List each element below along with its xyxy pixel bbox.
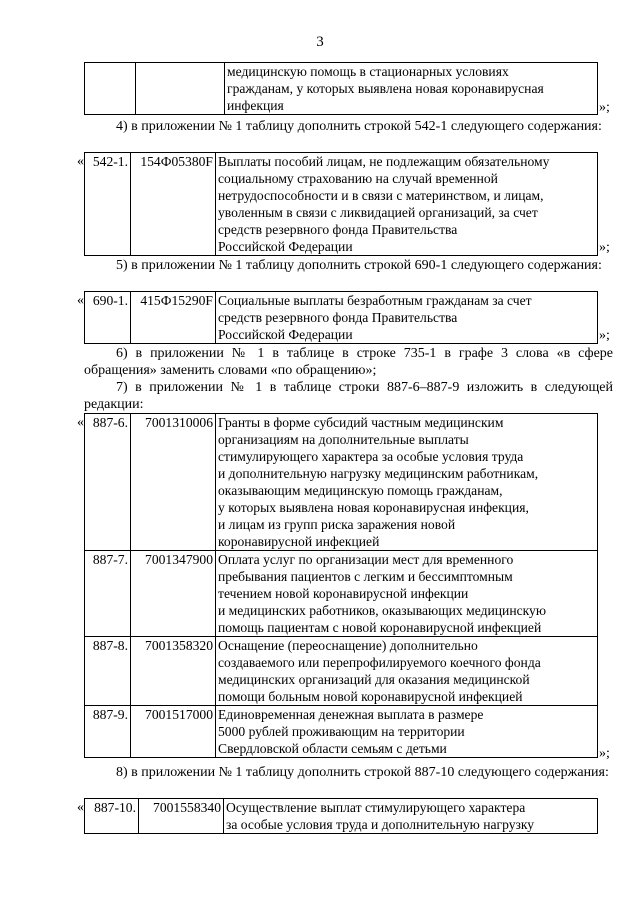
table-rows-887 — [84, 413, 598, 758]
row-kbk: 7001310006 — [131, 414, 216, 551]
row-code: 887-6. — [85, 414, 131, 551]
row-code: 690-1. — [85, 292, 131, 344]
desc-line: средств резервного фонда Правительства — [218, 310, 458, 325]
row-description — [216, 414, 598, 551]
row-code: 887-10. — [85, 799, 139, 834]
paragraph-4: 4) в приложении № 1 таблицу дополнить строкой 542-1 следующего содержания: — [116, 119, 602, 134]
closing-quote: »; — [599, 746, 610, 761]
row-code: 887-8. — [85, 637, 131, 706]
desc-line: Оснащение (переоснащение) дополнительно — [218, 638, 478, 653]
desc-line: медицинских организаций для оказания медицинской — [218, 672, 530, 687]
row-kbk: 7001358320 — [131, 637, 216, 706]
row-code: 887-7. — [85, 551, 131, 637]
opening-quote: « — [77, 800, 84, 815]
desc-line: Свердловской области семьям с детьми — [218, 741, 447, 756]
closing-quote: »; — [599, 240, 610, 255]
row-description — [216, 637, 598, 706]
paragraph-6: 6) в приложении № 1 в таблице в строке 735-1 в графе 3 слова «в сфере обращения» заменить словами «по обращению»; — [84, 346, 613, 378]
row-kbk: 7001347900 — [131, 551, 216, 637]
row-kbk: 415Ф15290F — [131, 292, 216, 344]
desc-line: Выплаты пособий лицам, не подлежащим обязательному — [218, 154, 550, 169]
paragraph-8: 8) в приложении № 1 таблицу дополнить строкой 887-10 следующего содержания: — [116, 765, 609, 780]
desc-line: гражданам, у которых выявлена новая коронавирусная — [227, 81, 544, 96]
cell-kbk — [136, 63, 225, 115]
desc-line: течением новой коронавирусной инфекции — [218, 586, 469, 601]
desc-line: и лицам из групп риска заражения новой — [218, 517, 456, 532]
row-description — [224, 799, 598, 834]
table-row — [85, 414, 598, 551]
desc-line: Единовременная денежная выплата в размере — [218, 707, 484, 722]
desc-line: медицинскую помощь в стационарных условиях — [227, 64, 509, 79]
paragraph-5: 5) в приложении № 1 таблицу дополнить строкой 690-1 следующего содержания: — [116, 258, 602, 273]
table-row-887-10 — [84, 798, 598, 834]
table-row — [85, 637, 598, 706]
row-code: 887-9. — [85, 706, 131, 758]
desc-line: и медицинских работников, оказывающих медицинскую — [218, 603, 547, 618]
desc-line: за особые условия труда и дополнительную нагрузку — [226, 817, 535, 832]
row-description — [216, 706, 598, 758]
desc-line: Социальные выплаты безработным гражданам за счет — [218, 293, 532, 308]
table-continuation — [84, 62, 598, 115]
row-description — [216, 551, 598, 637]
row-kbk: 7001517000 — [131, 706, 216, 758]
desc-line: социальному страхованию на случай временной — [218, 171, 498, 186]
table-row-690-1 — [84, 291, 598, 344]
row-description — [216, 153, 598, 256]
row-description — [216, 292, 598, 344]
opening-quote: « — [77, 293, 84, 308]
desc-line: инфекция — [227, 98, 284, 113]
table-row-542-1 — [84, 152, 598, 256]
desc-line: Гранты в форме субсидий частным медицинским — [218, 415, 504, 430]
table-row — [85, 551, 598, 637]
desc-line: Осуществление выплат стимулирующего характера — [226, 800, 526, 815]
opening-quote: « — [77, 154, 84, 169]
desc-line: 5000 рублей проживающим на территории — [218, 724, 465, 739]
row-code: 542-1. — [85, 153, 131, 256]
cell-code — [85, 63, 136, 115]
opening-quote: « — [77, 415, 84, 430]
cell-description — [225, 63, 598, 115]
row-kbk: 154Ф05380F — [131, 153, 216, 256]
desc-line: Российской Федерации — [218, 239, 353, 254]
table-row — [85, 706, 598, 758]
desc-line: коронавирусной инфекцией — [218, 534, 380, 549]
closing-quote: »; — [599, 100, 610, 115]
desc-line: создаваемого или перепрофилируемого коечного фонда — [218, 655, 541, 670]
desc-line: организациям на дополнительные выплаты — [218, 432, 469, 447]
desc-line: средств резервного фонда Правительства — [218, 222, 458, 237]
desc-line: Оплата услуг по организации мест для временного — [218, 552, 514, 567]
desc-line: нетрудоспособности и в связи с материнством, и лицам, — [218, 188, 544, 203]
desc-line: и дополнительную нагрузку медицинским работникам, — [218, 466, 539, 481]
desc-line: пребывания пациентов с легким и бессимптомным — [218, 569, 513, 584]
desc-line: Российской Федерации — [218, 327, 353, 342]
paragraph-7: 7) в приложении № 1 в таблице строки 887-6–887-9 изложить в следующей редакции: — [84, 380, 613, 412]
desc-line: помощь пациентам с новой коронавирусной инфекцией — [218, 620, 542, 635]
desc-line: у которых выявлена новая коронавирусная инфекция, — [218, 500, 529, 515]
page-number: 3 — [316, 34, 324, 50]
desc-line: оказывающим медицинскую помощь гражданам, — [218, 483, 503, 498]
desc-line: стимулирующего характера за особые условия труда — [218, 449, 524, 464]
closing-quote: »; — [599, 328, 610, 343]
row-kbk: 7001558340 — [139, 799, 224, 834]
desc-line: помощи больным новой коронавирусной инфекцией — [218, 689, 523, 704]
desc-line: уволенным в связи с ликвидацией организаций, за счет — [218, 205, 538, 220]
